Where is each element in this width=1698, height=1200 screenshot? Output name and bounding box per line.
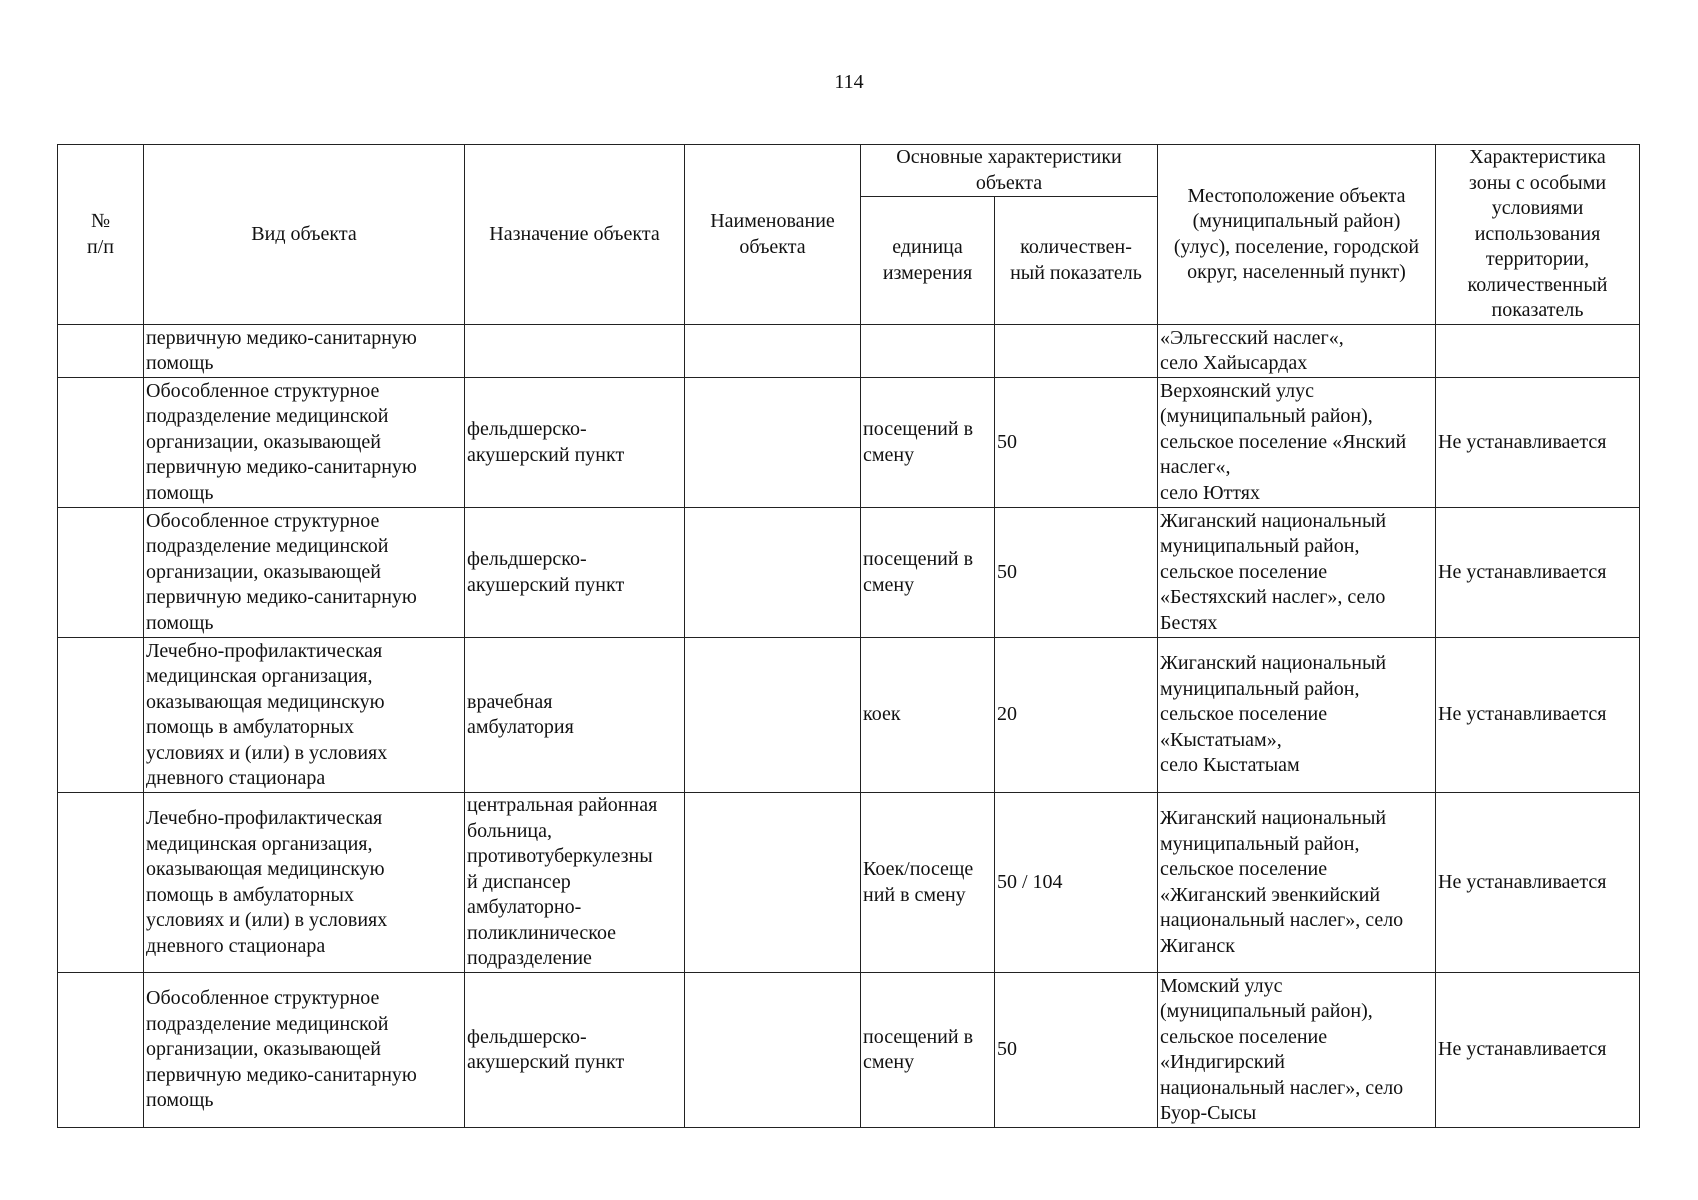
header-num: № п/п (58, 145, 144, 325)
cell-location: Верхоянский улус (муниципальный район), сельское поселение «Янский наслег«, село Юттях (1158, 378, 1436, 508)
cell-zone: Не устанавливается (1436, 973, 1640, 1128)
header-location: Местоположение объекта (муниципальный район) (улус), поселение, городской округ, населенный пункт) (1158, 145, 1436, 325)
cell-unit: посещений в смену (861, 508, 995, 638)
cell-object-name (685, 638, 861, 793)
cell-num (58, 508, 144, 638)
cell-location: Момский улус (муниципальный район), сельское поселение «Индигирский национальный наслег», село Буор-Сысы (1158, 973, 1436, 1128)
header-zone: Характеристика зоны с особыми условиями использования территории, количественный показатель (1436, 145, 1640, 325)
cell-num (58, 325, 144, 378)
cell-object-name (685, 325, 861, 378)
cell-object-name (685, 793, 861, 973)
cell-object-name (685, 508, 861, 638)
table-row (58, 378, 1640, 508)
cell-quantity: 50 / 104 (995, 793, 1158, 973)
cell-object-purpose: фельдшерско- акушерский пункт (465, 378, 685, 508)
cell-location: Жиганский национальный муниципальный район, сельское поселение «Кыстатыам», село Кыстатыам (1158, 638, 1436, 793)
cell-num (58, 793, 144, 973)
header-object-type: Вид объекта (144, 145, 465, 325)
table-row (58, 508, 1640, 638)
header-quantity: количествен- ный показатель (995, 197, 1158, 325)
header-object-purpose: Назначение объекта (465, 145, 685, 325)
cell-zone: Не устанавливается (1436, 638, 1640, 793)
table-row (58, 325, 1640, 378)
cell-unit: Коек/посеще ний в смену (861, 793, 995, 973)
cell-object-purpose: центральная районная больница, противотуберкулезны й диспансер амбулаторно- поликлиническое подразделение (465, 793, 685, 973)
cell-unit (861, 325, 995, 378)
cell-object-type: Обособленное структурное подразделение медицинской организации, оказывающей первичную медико-санитарную помощь (144, 378, 465, 508)
table-row (58, 638, 1640, 793)
objects-table (57, 144, 1640, 1128)
cell-unit: посещений в смену (861, 378, 995, 508)
cell-zone: Не устанавливается (1436, 793, 1640, 973)
table-body (58, 325, 1640, 1128)
table-row (58, 793, 1640, 973)
cell-quantity: 50 (995, 508, 1158, 638)
cell-zone: Не устанавливается (1436, 508, 1640, 638)
cell-object-type: Обособленное структурное подразделение медицинской организации, оказывающей первичную медико-санитарную помощь (144, 508, 465, 638)
cell-zone: Не устанавливается (1436, 378, 1640, 508)
cell-object-type: первичную медико-санитарную помощь (144, 325, 465, 378)
table-row (58, 973, 1640, 1128)
cell-location: Жиганский национальный муниципальный район, сельское поселение «Жиганский эвенкийский национальный наслег», село Жиганск (1158, 793, 1436, 973)
cell-object-purpose: фельдшерско- акушерский пункт (465, 508, 685, 638)
cell-object-purpose: фельдшерско- акушерский пункт (465, 973, 685, 1128)
table-header (58, 145, 1640, 325)
cell-num (58, 638, 144, 793)
header-unit: единица измерения (861, 197, 995, 325)
cell-location: «Эльгесский наслег«, село Хайысардах (1158, 325, 1436, 378)
cell-num (58, 378, 144, 508)
cell-object-purpose: врачебная амбулатория (465, 638, 685, 793)
cell-object-purpose (465, 325, 685, 378)
cell-location: Жиганский национальный муниципальный район, сельское поселение «Бестяхский наслег», село Бестях (1158, 508, 1436, 638)
cell-object-type: Лечебно-профилактическая медицинская организация, оказывающая медицинскую помощь в амбулаторных условиях и (или) в условиях дневного стационара (144, 638, 465, 793)
cell-object-name (685, 973, 861, 1128)
header-object-name: Наименование объекта (685, 145, 861, 325)
cell-zone (1436, 325, 1640, 378)
cell-quantity: 50 (995, 378, 1158, 508)
page-number: 114 (834, 71, 864, 93)
header-characteristics: Основные характеристики объекта (861, 145, 1158, 197)
cell-quantity: 50 (995, 973, 1158, 1128)
cell-quantity: 20 (995, 638, 1158, 793)
cell-object-type: Обособленное структурное подразделение медицинской организации, оказывающей первичную медико-санитарную помощь (144, 973, 465, 1128)
cell-object-name (685, 378, 861, 508)
cell-num (58, 973, 144, 1128)
cell-unit: коек (861, 638, 995, 793)
cell-unit: посещений в смену (861, 973, 995, 1128)
cell-object-type: Лечебно-профилактическая медицинская организация, оказывающая медицинскую помощь в амбулаторных условиях и (или) в условиях дневного стационара (144, 793, 465, 973)
cell-quantity (995, 325, 1158, 378)
